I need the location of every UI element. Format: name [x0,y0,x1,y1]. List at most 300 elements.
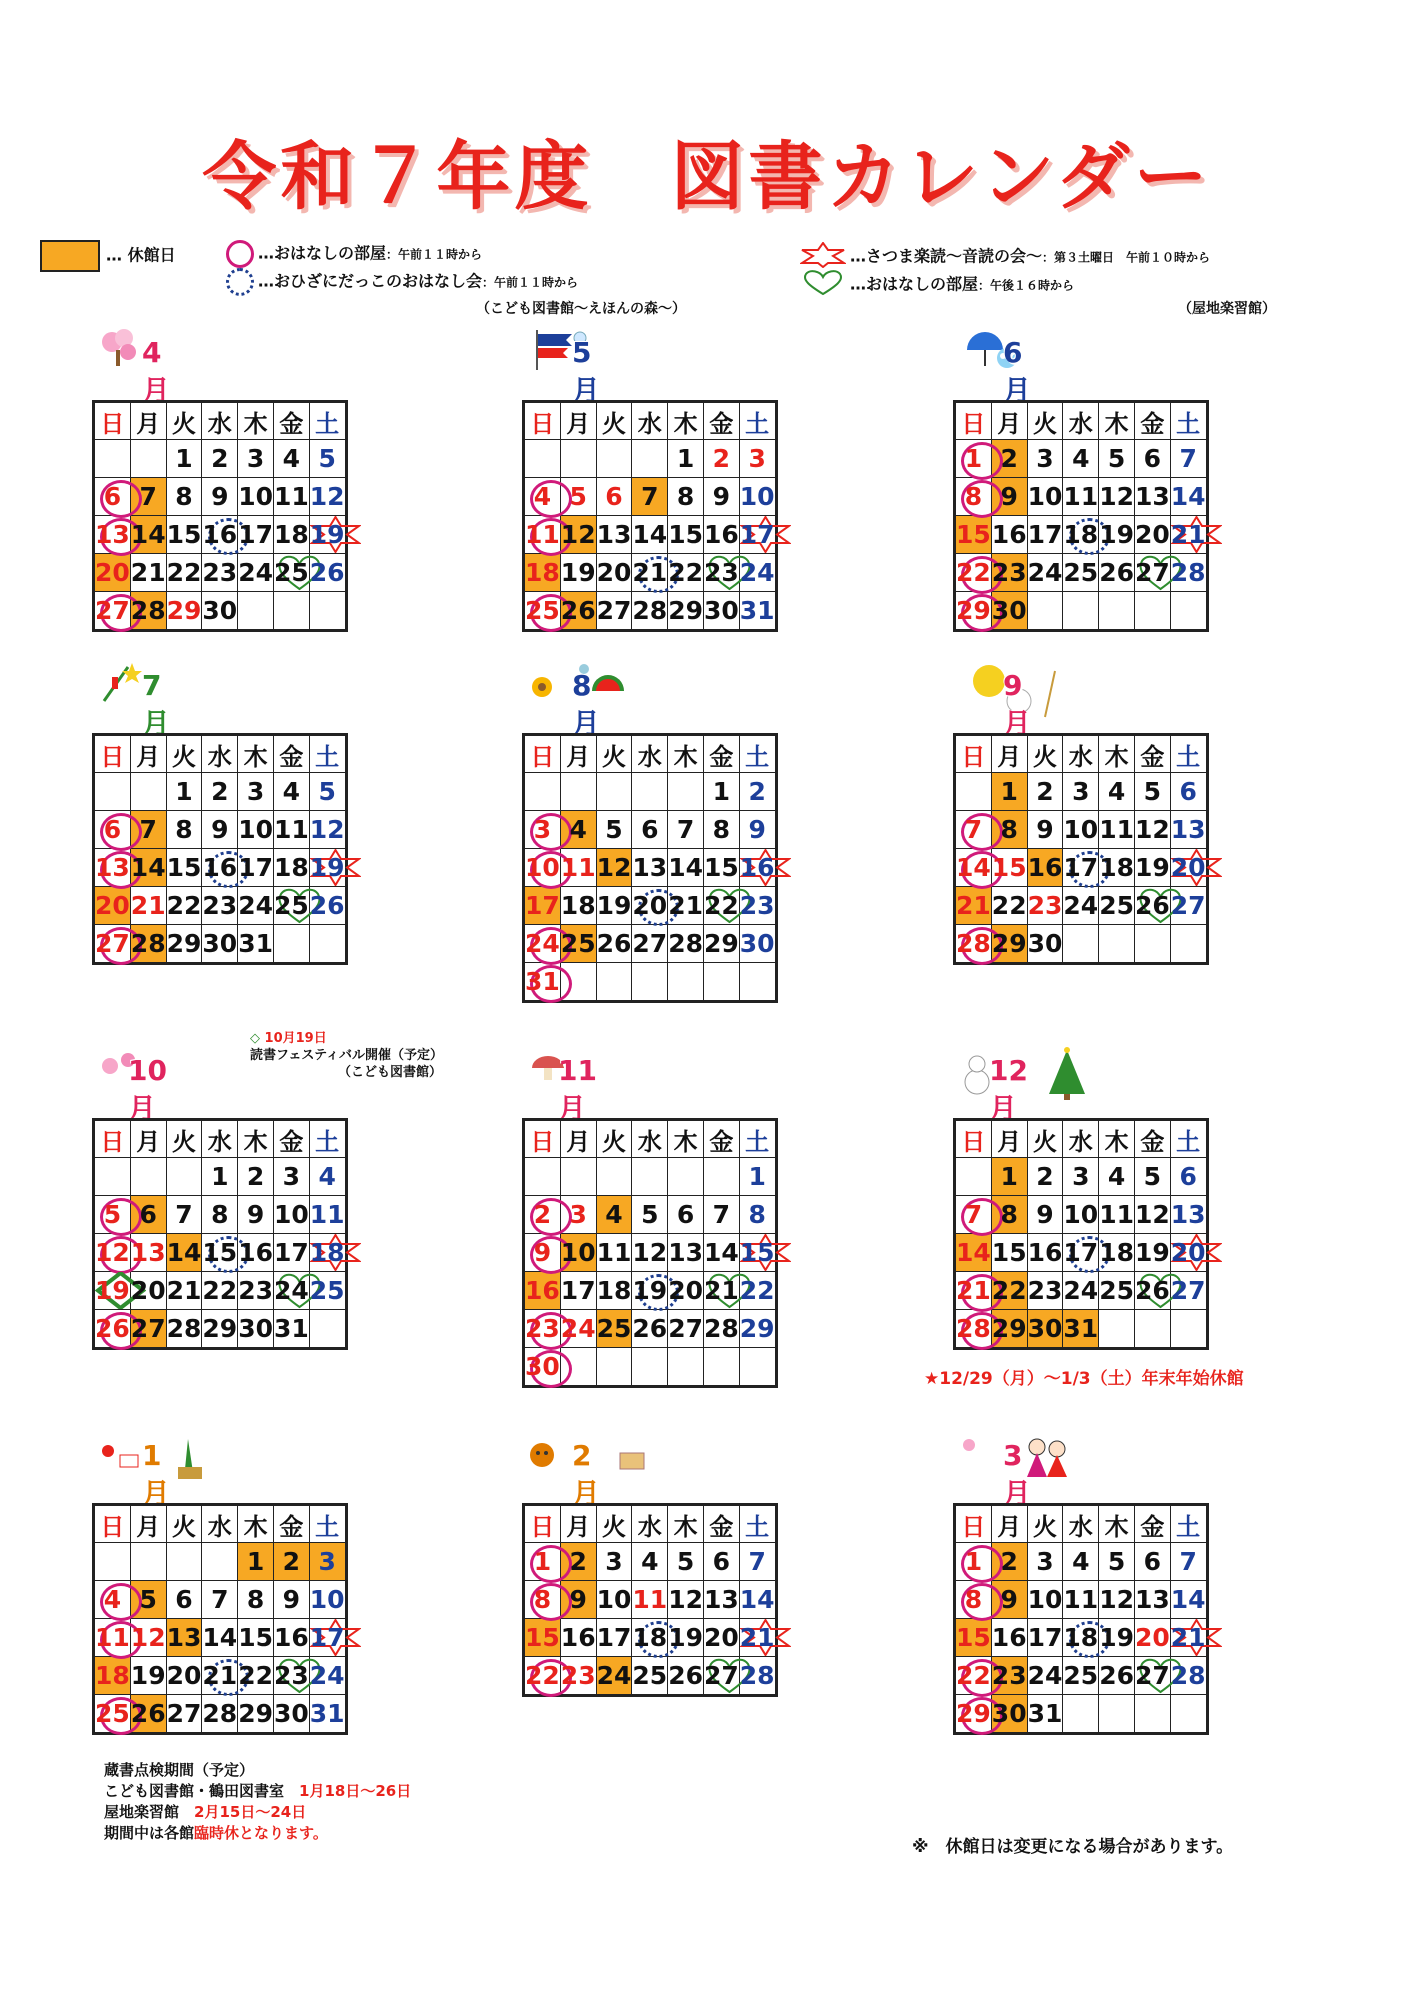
day-cell [309,478,346,516]
circle-icon [226,240,254,268]
day-cell [955,478,992,516]
day-cell [955,1158,992,1196]
day-number: 29 [166,929,202,958]
day-number: 1 [748,1162,766,1191]
day-number: 8 [211,1200,229,1229]
day-number: 9 [748,815,766,844]
day-number: 27 [1134,1661,1170,1690]
day-cell [668,1619,704,1657]
day-number: 20 [632,891,668,920]
day-cell [166,440,202,478]
day-number: 1 [175,777,193,806]
day-cell [991,1310,1027,1349]
day-number: 4 [1072,1547,1090,1576]
day-cell [596,811,632,849]
week-row [94,925,347,964]
day-number: 2 [1000,444,1018,473]
closed-swatch [40,240,100,272]
day-number: 16 [525,1276,560,1305]
day-cell [668,773,704,811]
day-number: 30 [1027,929,1063,958]
day-cell [596,1196,632,1234]
day-cell [632,440,668,478]
day-number: 8 [712,815,731,844]
day-cell [560,849,596,887]
day-number: 15 [703,853,739,882]
day-cell [991,1695,1027,1734]
weekday-header: 水 [1063,1120,1099,1158]
day-cell [991,773,1027,811]
week-row [524,1657,777,1696]
day-number: 12 [309,482,345,511]
week-row [524,516,777,554]
day-cell [309,773,346,811]
day-cell [238,1272,274,1310]
day-number: 22 [956,1661,991,1690]
day-cell [703,811,739,849]
day-number: 1 [1000,777,1018,806]
day-number: 13 [1134,482,1170,511]
day-cell [739,963,776,1002]
day-cell [1099,478,1135,516]
week-row [955,1581,1208,1619]
day-number: 27 [596,596,632,625]
day-cell [1027,1619,1063,1657]
day-number: 26 [309,891,345,920]
day-number: 19 [130,1661,166,1690]
day-cell [703,925,739,963]
day-number: 7 [1179,444,1197,473]
day-cell [560,1310,596,1348]
day-number: 4 [569,815,587,844]
week-row [524,963,777,1002]
day-cell [238,925,274,964]
day-number: 23 [273,1661,309,1690]
day-number: 23 [1027,1276,1063,1305]
day-cell [991,592,1027,631]
oct-event-note [250,1030,443,1081]
day-cell [1170,925,1207,964]
day-number: 22 [668,558,703,587]
weekday-header: 日 [955,402,992,440]
weekday-header: 水 [202,735,238,773]
day-cell [668,1196,704,1234]
day-cell [739,1543,776,1581]
day-number: 13 [1170,1200,1206,1229]
week-row [955,1657,1208,1695]
day-cell [739,1310,776,1348]
day-cell [202,811,238,849]
day-cell [130,1272,166,1310]
weekday-header: 木 [238,1505,274,1543]
day-number: 12 [1099,1585,1134,1614]
day-number: 21 [703,1276,739,1305]
weekday-header: 土 [1170,735,1207,773]
week-row [524,1158,777,1196]
day-cell [668,1158,704,1196]
day-number: 4 [103,1585,122,1614]
day-number: 19 [668,1623,703,1652]
weekday-header: 水 [202,1505,238,1543]
day-cell [202,478,238,516]
month-table [522,400,778,632]
day-number: 27 [1170,891,1206,920]
day-number: 28 [956,929,991,958]
day-number: 5 [1143,777,1162,806]
day-cell [94,887,131,925]
day-number: 5 [676,1547,695,1576]
day-cell [309,516,346,554]
day-number: 19 [1099,1623,1134,1652]
oct-event-place: （こども図書館） [338,1065,443,1080]
day-cell [94,1695,131,1734]
weekday-header: 月 [991,1505,1027,1543]
day-number: 24 [1027,558,1063,587]
week-row [955,1196,1208,1234]
week-row [524,1348,777,1387]
day-cell [596,1619,632,1657]
day-cell [166,1695,202,1734]
day-cell [955,1310,992,1349]
day-cell [202,1272,238,1310]
day-number: 11 [632,1585,668,1614]
day-number: 1 [246,1547,265,1576]
day-number: 15 [238,1623,273,1652]
day-number: 21 [1170,1623,1206,1652]
day-number: 26 [560,596,596,625]
day-cell [1134,1543,1170,1581]
day-cell [955,1196,992,1234]
weekday-header: 水 [1063,1505,1099,1543]
day-cell [1099,440,1135,478]
day-number: 11 [273,815,309,844]
day-cell [273,925,309,964]
day-cell [596,554,632,592]
day-number: 9 [533,1238,552,1267]
weekday-header: 木 [1099,735,1135,773]
day-cell [1063,849,1099,887]
day-cell [703,1657,739,1696]
day-number: 8 [246,1585,265,1614]
legend-satsuma [800,242,1210,272]
weekday-header: 土 [1170,1505,1207,1543]
week-row [94,1619,347,1657]
day-number: 22 [238,1661,273,1690]
day-number: 16 [560,1623,596,1652]
day-cell [1027,592,1063,631]
day-number: 13 [95,520,130,549]
oct-event-title: 読書フェスティバル開催（予定） [250,1048,444,1063]
day-cell [238,1310,274,1349]
day-cell [524,1310,561,1348]
weekday-header: 土 [1170,1120,1207,1158]
day-number: 7 [964,1200,983,1229]
day-number: 2 [211,444,229,473]
day-cell [739,554,776,592]
day-cell [524,887,561,925]
day-cell [94,811,131,849]
day-cell [238,1619,274,1657]
day-cell [1134,1619,1170,1657]
day-number: 30 [238,1314,273,1343]
day-number: 13 [130,1238,166,1267]
day-cell [524,516,561,554]
day-cell [1099,1234,1135,1272]
day-cell [130,887,166,925]
week-row [94,1234,347,1272]
day-cell [991,554,1027,592]
day-cell [238,849,274,887]
weekday-header: 水 [632,402,668,440]
day-number: 18 [273,853,309,882]
day-cell [524,925,561,963]
day-number: 12 [560,520,596,549]
day-cell [130,592,166,631]
day-cell [632,1310,668,1348]
day-number: 22 [703,891,739,920]
day-cell [668,1657,704,1696]
day-number: 6 [1143,1547,1162,1576]
day-cell [1027,887,1063,925]
day-number: 30 [991,596,1027,625]
day-number: 28 [703,1314,739,1343]
day-number: 23 [202,558,238,587]
day-number: 31 [739,596,775,625]
day-cell [1134,925,1170,964]
day-cell [1027,773,1063,811]
day-number: 17 [273,1238,309,1267]
day-cell [632,554,668,592]
weekday-header: 火 [596,735,632,773]
day-number: 14 [1170,1585,1206,1614]
day-cell [596,1581,632,1619]
day-cell [130,773,166,811]
day-cell [309,554,346,592]
day-number: 6 [1179,1162,1197,1191]
day-number: 2 [246,1162,265,1191]
day-number: 25 [1099,1276,1134,1305]
day-cell [238,1158,274,1196]
day-cell [238,1543,274,1581]
day-number: 7 [139,815,157,844]
day-number: 18 [632,1623,668,1652]
day-cell [991,1657,1027,1695]
day-cell [1063,1543,1099,1581]
weekday-header: 木 [1099,1505,1135,1543]
day-cell [1134,478,1170,516]
weekday-header: 火 [596,402,632,440]
week-row [94,849,347,887]
day-cell [524,1619,561,1657]
day-cell [632,811,668,849]
week-row [955,1234,1208,1272]
day-cell [94,1657,131,1695]
day-cell [632,963,668,1002]
day-number: 2 [569,1547,587,1576]
day-cell [1027,440,1063,478]
day-cell [1099,925,1135,964]
day-cell [202,1543,238,1581]
day-cell [955,554,992,592]
day-number: 28 [1170,1661,1206,1690]
day-cell [1099,554,1135,592]
week-row [524,887,777,925]
day-number: 3 [533,815,552,844]
day-cell [524,554,561,592]
day-cell [94,1196,131,1234]
day-cell [1027,516,1063,554]
day-cell [632,1348,668,1387]
weekday-header: 火 [166,735,202,773]
day-number: 27 [95,929,130,958]
day-cell [130,1619,166,1657]
day-cell [739,1619,776,1657]
day-number: 23 [238,1276,273,1305]
day-number: 20 [95,558,130,587]
day-number: 24 [525,929,560,958]
day-number: 9 [211,482,229,511]
weekday-header: 日 [524,402,561,440]
day-cell [596,887,632,925]
day-number: 9 [1000,1585,1018,1614]
day-cell [1134,1196,1170,1234]
dotted-circle-icon [226,268,254,296]
weekday-header: 火 [596,1505,632,1543]
day-number: 27 [668,1314,703,1343]
day-number: 15 [956,1623,991,1652]
day-number: 4 [605,1200,623,1229]
day-number: 15 [991,853,1027,882]
day-cell [739,849,776,887]
day-cell [273,554,309,592]
day-number: 26 [632,1314,668,1343]
day-cell [1170,1581,1207,1619]
day-number: 28 [668,929,703,958]
day-number: 5 [318,777,336,806]
day-number: 26 [1099,558,1134,587]
day-cell [955,773,992,811]
day-cell [1099,1310,1135,1349]
day-number: 7 [1179,1547,1197,1576]
day-number: 25 [632,1661,668,1690]
day-cell [632,773,668,811]
day-cell [596,1158,632,1196]
day-number: 17 [1063,1238,1099,1267]
day-number: 11 [596,1238,632,1267]
day-number: 31 [525,967,560,996]
day-number: 24 [273,1276,309,1305]
weekday-header: 水 [1063,735,1099,773]
weekday-header: 日 [955,735,992,773]
day-number: 12 [632,1238,668,1267]
weekday-header: 火 [596,1120,632,1158]
day-cell [202,925,238,964]
legend-ohanashi2-time: ：午後１６時から [978,278,1075,293]
day-number: 7 [712,1200,731,1229]
day-cell [632,1272,668,1310]
day-cell [202,592,238,631]
day-number: 28 [202,1699,238,1728]
day-cell [94,1234,131,1272]
day-number: 28 [130,929,166,958]
day-number: 30 [273,1699,309,1728]
weekday-header: 日 [94,1505,131,1543]
day-cell [309,925,346,964]
day-number: 30 [739,929,775,958]
day-cell [596,440,632,478]
weekday-header: 金 [273,735,309,773]
day-cell [739,887,776,925]
day-number: 13 [95,853,130,882]
day-cell [668,592,704,631]
heart-icon [800,270,846,300]
day-cell [94,1619,131,1657]
day-cell [703,478,739,516]
day-cell [739,773,776,811]
day-cell [1099,773,1135,811]
day-cell [166,773,202,811]
day-cell [1134,1581,1170,1619]
legend-kodomo: （こども図書館～えほんの森～） [476,301,686,317]
day-number: 24 [596,1661,632,1690]
day-number: 6 [103,815,122,844]
day-cell [309,1196,346,1234]
day-number: 10 [1063,815,1099,844]
day-cell [273,1543,309,1581]
day-cell [1099,1581,1135,1619]
day-cell [668,1310,704,1348]
day-cell [955,849,992,887]
day-cell [1134,1272,1170,1310]
day-number: 31 [1027,1699,1063,1728]
weekday-header: 月 [991,402,1027,440]
day-number: 6 [641,815,659,844]
day-number: 10 [560,1238,596,1267]
day-cell [202,1158,238,1196]
inventory-line2-dates: 2月15日～24日 [194,1803,307,1821]
legend-ohanashi [226,240,482,268]
day-cell [1063,1581,1099,1619]
day-cell [668,478,704,516]
day-cell [1063,478,1099,516]
legend-ohiza [226,268,578,296]
day-cell [668,440,704,478]
day-cell [273,1581,309,1619]
day-cell [703,963,739,1002]
day-number: 27 [703,1661,739,1690]
day-cell [1027,1272,1063,1310]
day-cell [560,592,596,631]
day-number: 1 [533,1547,552,1576]
day-cell [632,849,668,887]
day-number: 19 [1099,520,1134,549]
day-number: 5 [1143,1162,1162,1191]
day-number: 29 [166,596,202,625]
legend-satsuma-time: ：第３土曜日 午前１０時から [1042,250,1211,265]
day-cell [560,1619,596,1657]
day-number: 2 [1036,1162,1054,1191]
day-cell [739,811,776,849]
day-cell [703,1348,739,1387]
day-number: 20 [95,891,130,920]
inventory-note [104,1760,411,1844]
day-cell [560,887,596,925]
day-cell [955,1695,992,1734]
day-number: 26 [309,558,345,587]
week-row [94,478,347,516]
week-row [524,440,777,478]
day-cell [309,1543,346,1581]
